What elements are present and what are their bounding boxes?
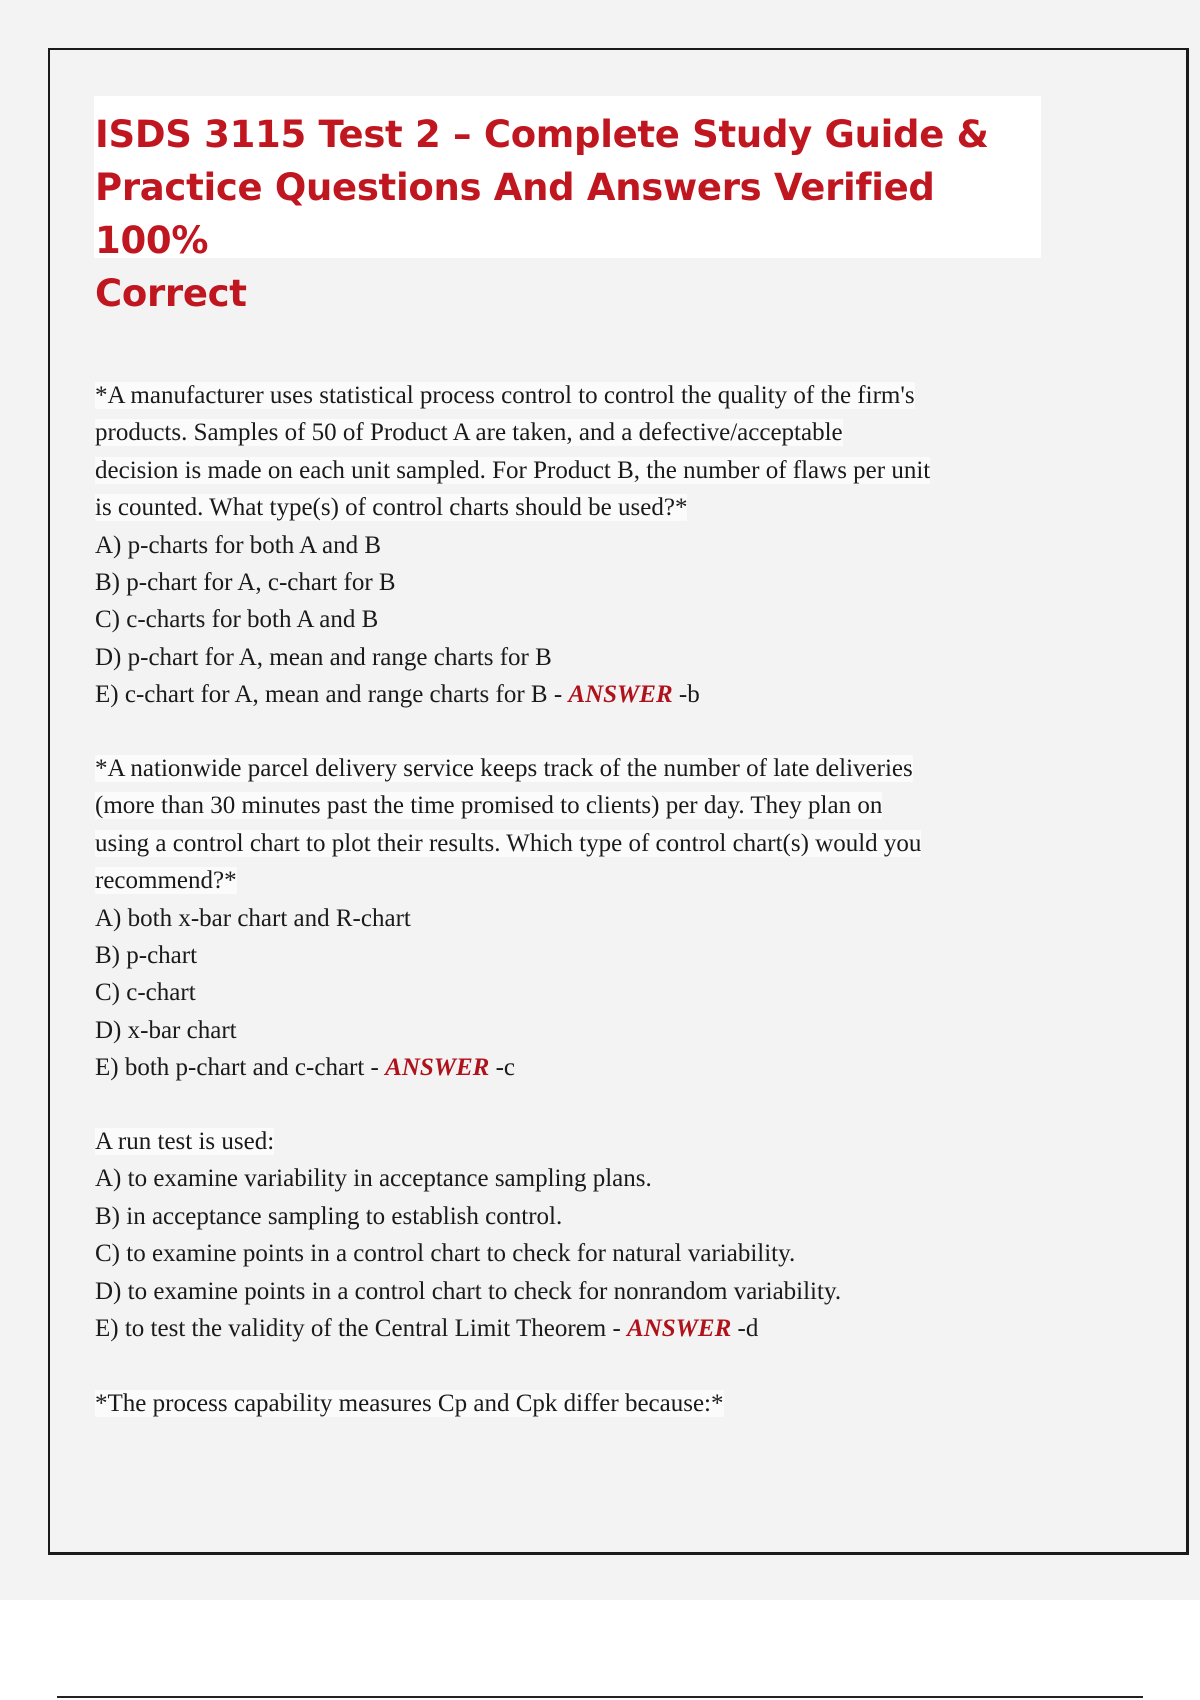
answer-value: -d bbox=[731, 1315, 759, 1343]
divider bbox=[57, 1696, 1143, 1698]
question-text-line: A run test is used: bbox=[95, 1128, 275, 1155]
answer-option: B) in acceptance sampling to establish control. bbox=[95, 1202, 563, 1230]
question-text-line: decision is made on each unit sampled. For Product B, the number of flaws per unit bbox=[95, 456, 931, 484]
question-text-line: products. Samples of 50 of Product A are taken, and a defective/acceptable bbox=[95, 419, 843, 447]
answer-option-text: E) both p-chart and c-chart - bbox=[95, 1054, 386, 1082]
answer-option: A) p-charts for both A and B bbox=[95, 531, 382, 559]
next-page-area bbox=[0, 1600, 1200, 1700]
answer-label: ANSWER bbox=[568, 681, 673, 709]
title-banner bbox=[94, 96, 1041, 315]
answer-option: D) x-bar chart bbox=[95, 1016, 237, 1044]
answer-option: D) p-chart for A, mean and range charts for B bbox=[95, 643, 552, 671]
answer-option-text: E) to test the validity of the Central Limit Theorem - bbox=[95, 1315, 628, 1343]
question-block-1 bbox=[95, 377, 1055, 714]
answer-option: A) both x-bar chart and R-chart bbox=[95, 904, 411, 932]
answer-option-with-answer bbox=[95, 1310, 1055, 1347]
answer-option-with-answer bbox=[95, 1049, 1055, 1086]
answer-option: A) to examine variability in acceptance sampling plans. bbox=[95, 1165, 652, 1193]
question-text-line: *A manufacturer uses statistical process control to control the quality of the firm's bbox=[95, 382, 915, 409]
answer-label: ANSWER bbox=[627, 1315, 732, 1343]
answer-option: B) p-chart for A, c-chart for B bbox=[95, 569, 396, 597]
question-text-line: using a control chart to plot their results. Which type of control chart(s) would you bbox=[95, 829, 922, 857]
question-text-line: *A nationwide parcel delivery service keeps track of the number of late deliveries bbox=[95, 755, 913, 782]
question-block-3 bbox=[95, 1123, 1055, 1347]
title-line: ISDS 3115 Test 2 – Complete Study Guide & bbox=[95, 113, 989, 156]
question-text-line: *The process capability measures Cp and Cpk differ because:* bbox=[95, 1390, 724, 1417]
answer-label: ANSWER bbox=[385, 1054, 490, 1082]
question-text-line: is counted. What type(s) of control charts should be used?* bbox=[95, 494, 688, 522]
question-block-4 bbox=[95, 1385, 1055, 1422]
answer-option: D) to examine points in a control chart to check for nonrandom variability. bbox=[95, 1277, 842, 1305]
question-text-line: (more than 30 minutes past the time promised to clients) per day. They plan on bbox=[95, 792, 883, 820]
answer-option: B) p-chart bbox=[95, 942, 198, 970]
answer-value: -b bbox=[672, 681, 700, 709]
question-block-2 bbox=[95, 750, 1055, 1087]
answer-option: C) c-charts for both A and B bbox=[95, 606, 379, 634]
title-line: Correct bbox=[95, 272, 247, 315]
answer-value: -c bbox=[489, 1054, 516, 1082]
answer-option: C) c-chart bbox=[95, 979, 196, 1007]
document-title bbox=[94, 96, 1041, 320]
answer-option-text: E) c-chart for A, mean and range charts for B - bbox=[95, 681, 569, 709]
answer-option-with-answer bbox=[95, 676, 1055, 713]
title-line: Practice Questions And Answers Verified 100% bbox=[95, 166, 935, 262]
question-text-line: recommend?* bbox=[95, 867, 237, 895]
answer-option: C) to examine points in a control chart to check for natural variability. bbox=[95, 1240, 796, 1268]
